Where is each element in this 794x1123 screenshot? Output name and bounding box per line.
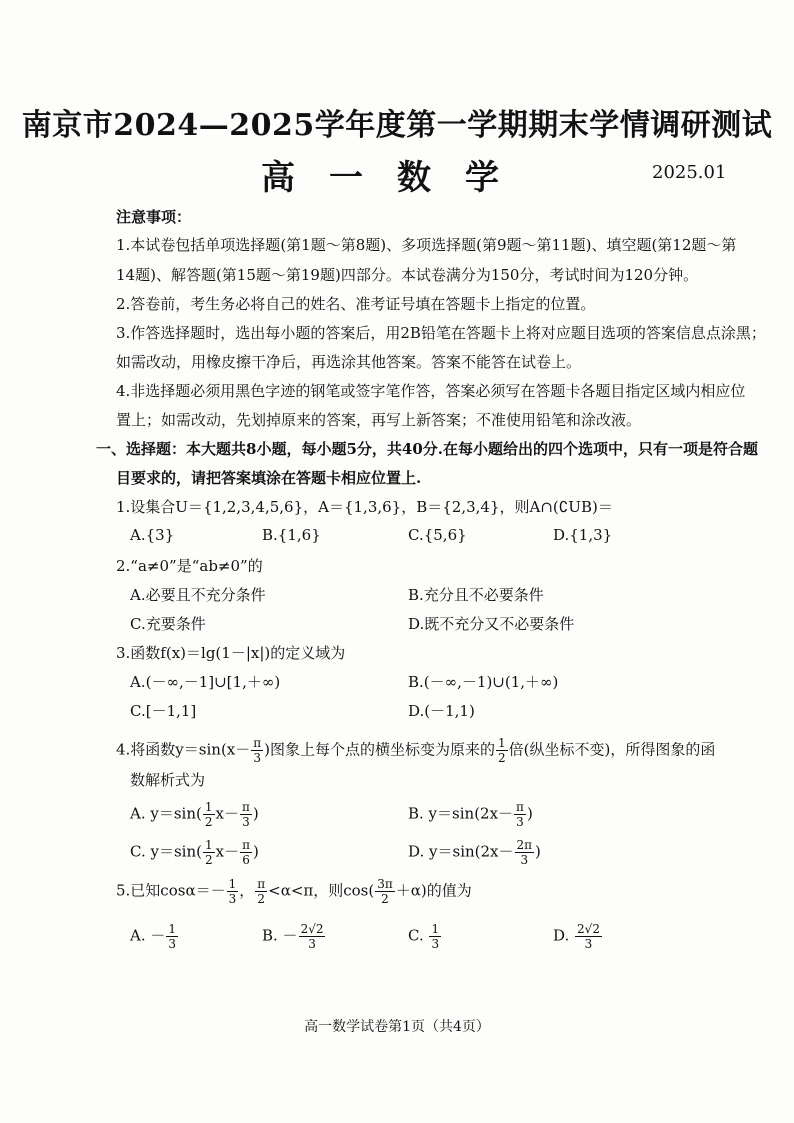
option-fraction [514, 800, 526, 829]
option-fraction [240, 838, 252, 867]
option-fraction [299, 922, 326, 951]
stem-text: ＋α)的值为 [395, 881, 472, 900]
fraction-numerator: π [253, 736, 262, 750]
option-text: C. y＝sin( [130, 842, 202, 861]
question-4-option-d [408, 838, 541, 867]
option-text: C. [408, 926, 429, 945]
question-1-option-a: A.{3} [130, 526, 175, 544]
notice-line-7: 置上；如需改动，先划掉原来的答案，再写上新答案；不准使用铅笔和涂改液。 [116, 411, 642, 429]
question-4-stem-fraction-1 [251, 736, 263, 765]
question-3-stem: 3.函数f(x)＝lg(1－|x|)的定义域为 [116, 644, 346, 662]
stem-fraction [255, 877, 267, 906]
question-5-option-a [130, 922, 179, 951]
option-fraction [203, 838, 215, 867]
question-2-option-b: B.充分且不必要条件 [408, 586, 544, 604]
fraction-denominator: 3 [308, 937, 316, 951]
question-5-option-c [408, 922, 442, 951]
option-fraction [515, 838, 535, 867]
question-4-stem-line-2: 数解析式为 [130, 771, 206, 789]
option-text: B. － [262, 926, 298, 945]
notice-line-2: 14题)、解答题(第15题～第19题)四部分。本试卷满分为150分，考试时间为120分钟。 [116, 266, 699, 284]
option-text: ) [535, 842, 541, 861]
question-3-option-d: D.(－1,1) [408, 702, 475, 720]
question-1-option-b: B.{1,6} [262, 526, 321, 544]
notice-line-4: 3.作答选择题时，选出每小题的答案后，用2B铅笔在答题卡上将对应题目选项的答案信息点涂黑； [116, 324, 766, 342]
fraction-denominator: 2 [204, 815, 213, 829]
question-2-option-a: A.必要且不充分条件 [130, 586, 266, 604]
option-text: A. y＝sin( [130, 804, 202, 823]
fraction-denominator: 3 [168, 937, 177, 951]
option-fraction [240, 800, 252, 829]
section-heading-line-2: 目要求的，请把答案填涂在答题卡相应位置上. [116, 469, 422, 487]
question-5-option-d [553, 922, 603, 951]
page-footer: 高一数学试卷第1页（共4页） [304, 1019, 490, 1035]
notice-line-5: 如需改动，用橡皮擦干净后，再选涂其他答案。答案不能答在试卷上。 [116, 353, 582, 371]
question-4-option-c [130, 838, 259, 867]
fraction-numerator: 3π [377, 877, 393, 891]
option-fraction [575, 922, 602, 951]
question-4-stem-part-b: )图象上每个点的横坐标变为原来的 [264, 740, 496, 759]
question-5-stem [116, 877, 472, 906]
option-text: x－ [215, 804, 239, 823]
option-text: D. y＝sin(2x－ [408, 842, 514, 861]
option-text: ) [252, 842, 259, 861]
fraction-numerator: π [241, 800, 250, 814]
fraction-numerator: π [257, 877, 266, 891]
question-3-option-a: A.(－∞,－1]∪[1,＋∞) [130, 673, 281, 691]
option-fraction [166, 922, 178, 951]
fraction-denominator: 6 [242, 853, 250, 867]
option-text: ) [252, 804, 259, 823]
stem-text: <α<π，则cos( [268, 881, 375, 900]
question-1-option-c: C.{5,6} [408, 526, 467, 544]
notice-line-1: 1.本试卷包括单项选择题(第1题～第8题)、多项选择题(第9题～第11题)、填空题(第12题～第 [116, 236, 737, 254]
exam-title: 南京市2024—2025学年度第一学期期末学情调研测试 [21, 108, 773, 143]
fraction-denominator: 3 [242, 815, 250, 829]
option-text: ) [526, 804, 533, 823]
fraction-numerator: 2π [516, 838, 533, 852]
exam-date: 2025.01 [652, 162, 727, 183]
question-3-option-b: B.(－∞,－1)∪(1,＋∞) [408, 673, 559, 691]
fraction-denominator: 3 [431, 937, 440, 951]
fraction-numerator: 2√2 [300, 922, 324, 936]
question-1-option-d: D.{1,3} [553, 526, 613, 544]
question-2-stem: 2.“a≠0”是“ab≠0”的 [116, 557, 263, 575]
question-3-option-c: C.[－1,1] [130, 702, 197, 720]
notice-line-6: 4.非选择题必须用黑色字迹的钢笔或签字笔作答，答案必须写在答题卡各题目指定区域内相应位 [116, 382, 746, 400]
fraction-numerator: 1 [431, 922, 440, 936]
option-text: x－ [215, 842, 240, 861]
fraction-numerator: π [516, 800, 524, 814]
fraction-denominator: 3 [520, 853, 529, 867]
fraction-denominator: 3 [516, 815, 524, 829]
notice-heading: 注意事项： [116, 208, 192, 226]
fraction-numerator: 1 [204, 800, 213, 814]
question-4-stem [116, 736, 715, 765]
section-heading-line-1: 一、选择题：本大题共8小题，每小题5分，共40分.在每小题给出的四个选项中，只有一项是符合题 [96, 440, 758, 458]
option-fraction [203, 800, 215, 829]
question-2-option-c: C.充要条件 [130, 615, 206, 633]
fraction-numerator: π [242, 838, 250, 852]
question-4-option-b [408, 800, 533, 829]
fraction-numerator: 1 [168, 922, 177, 936]
fraction-denominator: 2 [204, 853, 213, 867]
fraction-denominator: 3 [253, 751, 262, 765]
option-text: A. － [130, 926, 166, 945]
stem-text: ， [239, 881, 255, 900]
stem-fraction [375, 877, 395, 906]
fraction-denominator: 3 [228, 892, 237, 906]
option-fraction [429, 922, 441, 951]
fraction-denominator: 2 [257, 892, 265, 906]
fraction-numerator: 1 [228, 877, 237, 891]
question-4-stem-fraction-2 [496, 736, 508, 765]
fraction-denominator: 3 [584, 937, 593, 951]
option-text: D. [553, 926, 575, 945]
fraction-numerator: 1 [498, 736, 506, 750]
question-5-option-b [262, 922, 326, 951]
stem-text: 5.已知cosα＝－ [116, 881, 226, 900]
subject-title: 高一数学 [261, 158, 533, 198]
fraction-denominator: 2 [498, 751, 506, 765]
stem-fraction [227, 877, 239, 906]
fraction-numerator: 1 [204, 838, 213, 852]
fraction-numerator: 2√2 [577, 922, 600, 936]
question-4-stem-part-a: 4.将函数y＝sin(x－ [116, 740, 251, 759]
question-4-option-a [130, 800, 259, 829]
fraction-denominator: 2 [381, 892, 389, 906]
question-1-stem: 1.设集合U＝{1,2,3,4,5,6}，A＝{1,3,6}，B＝{2,3,4}，则A∩(∁UB)＝ [116, 498, 613, 516]
question-2-option-d: D.既不充分又不必要条件 [408, 615, 575, 633]
option-text: B. y＝sin(2x－ [408, 804, 514, 823]
notice-line-3: 2.答卷前，考生务必将自己的姓名、准考证号填在答题卡上指定的位置。 [116, 295, 596, 313]
question-4-stem-part-c: 倍(纵坐标不变)，所得图象的函 [508, 740, 716, 759]
